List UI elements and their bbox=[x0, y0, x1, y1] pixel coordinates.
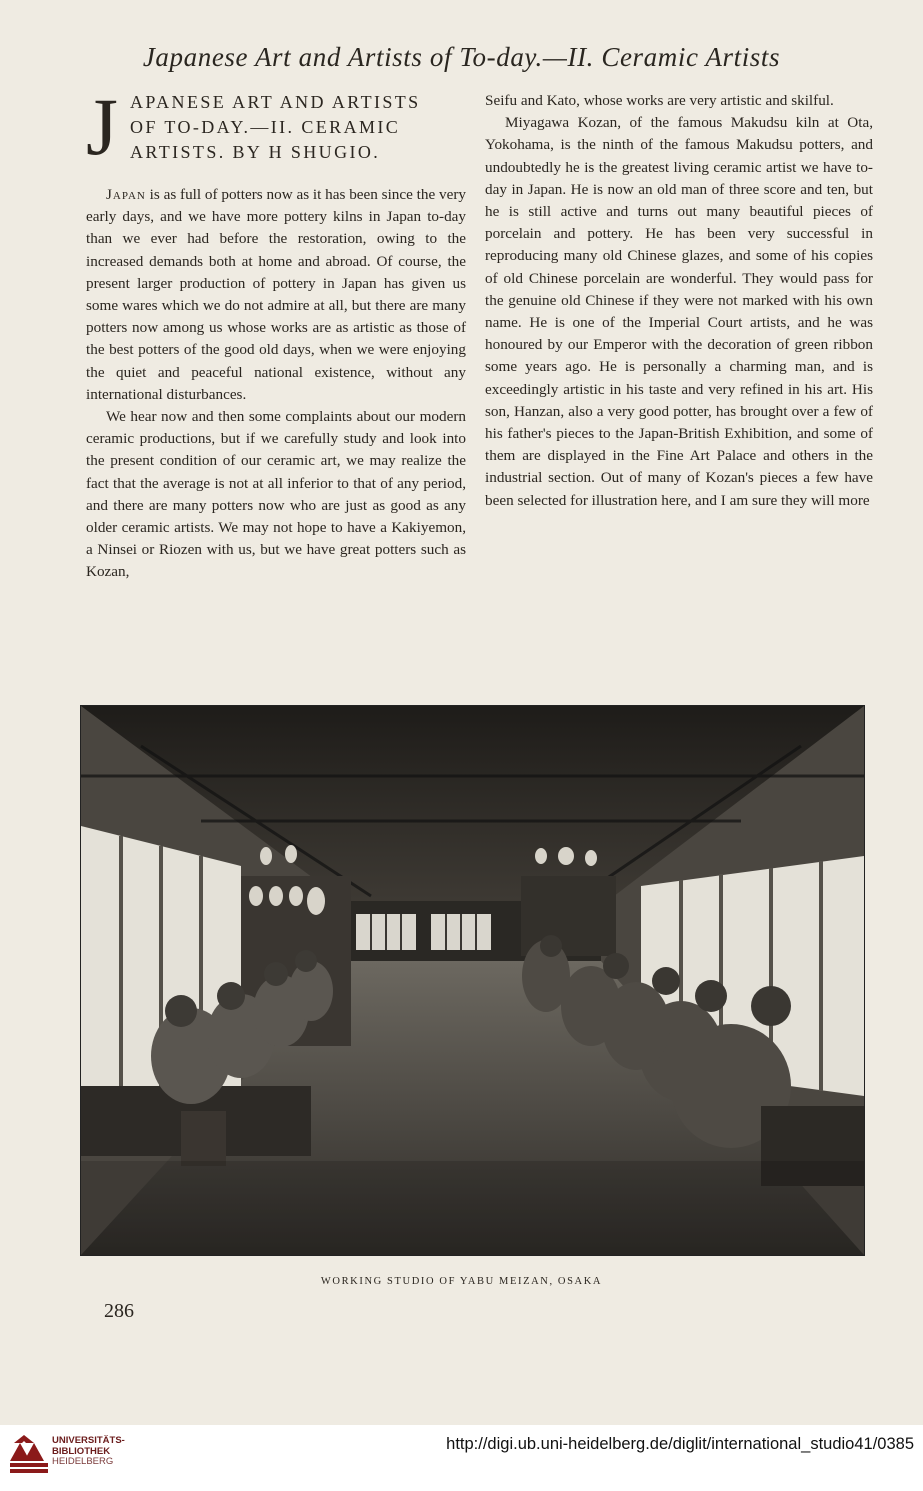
left-column bbox=[86, 81, 466, 584]
paragraph-text: is as full of potters now as it has been since the very early days, and we have more pottery kilns in Japan to-day than we ever had before the restoration, owing to the increased demands both at home and abroad. Of course, the present larger production of pottery in Japan has given us some wares which we do not admire at all, but there are many potters now among us whose works are as artistic as those of the best potters of the good old days, when we were enjoying the quiet and peaceful national existence, without any international disturbances. bbox=[86, 186, 466, 403]
library-name bbox=[52, 1436, 125, 1468]
paragraph: Miyagawa Kozan, of the famous Makudsu kiln at Ota, Yokohama, is the ninth of the famous Makudsu potters, and undoubtedly he is the greatest living ceramic artist we have to-day in Japan. He is now an old man of three score and ten, but he is still active and turns out many beautiful pieces of porcelain and pottery. He has been very successful in reproducing many old Chinese glazes, and some of his copies of old Chinese porcelain are wonderful. They would pass for the genuine old Chinese if they were not marked with his own name. He is one of the Imperial Court artists, and he was honoured by our Emperor with the decoration of green ribbon some years ago. He is personally a charming man, and is exceedingly artistic in his taste and very refined in his art. His son, Hanzan, also a very good potter, has brought over a few of his father's pieces to the Japan-British Exhibition, and some of them are displayed in the Fine Art Palace and others in the industrial section. Out of many of Kozan's pieces a few have been selected for illustration here, and I am sure they will more bbox=[485, 114, 873, 509]
studio-photograph bbox=[80, 705, 865, 1256]
page-number: 286 bbox=[104, 1300, 134, 1322]
library-name-line-2: BIBLIOTHEK bbox=[52, 1445, 111, 1457]
library-name-line-1: UNIVERSITÄTS- bbox=[52, 1435, 125, 1446]
article-title bbox=[86, 81, 466, 182]
title-line-1: APANESE ART AND ARTISTS bbox=[130, 92, 421, 112]
title-line-2: OF TO-DAY.—II. CERAMIC bbox=[130, 117, 401, 137]
running-head: Japanese Art and Artists of To-day.—II. Ceramic Artists bbox=[142, 42, 781, 72]
title-text bbox=[130, 90, 466, 165]
paragraph: We hear now and then some complaints about our modern ceramic productions, but if we carefully study and look into the present condition of our ceramic art, we may realize the fact that the average is not at all inferior to that of any period, and there are many potters now who are just as good as any older ceramic artists. We may not hope to have a Kakiyemon, a Ninsei or Riozen with us, but we have great potters such as Kozan, bbox=[86, 408, 466, 581]
permalink-url[interactable]: http://digi.ub.uni-heidelberg.de/diglit/international_studio41/0385 bbox=[446, 1435, 914, 1453]
library-name-line-3: HEIDELBERG bbox=[52, 1456, 114, 1467]
viewer-footer bbox=[0, 1425, 923, 1491]
right-column bbox=[485, 90, 873, 512]
figure-caption: WORKING STUDIO OF YABU MEIZAN, OSAKA bbox=[320, 1276, 603, 1287]
paragraph: Seifu and Kato, whose works are very artistic and skilful. bbox=[485, 92, 834, 109]
drop-cap: J bbox=[86, 81, 118, 172]
title-line-3: ARTISTS. BY H SHUGIO. bbox=[130, 142, 381, 162]
paragraph-lead: Japan bbox=[106, 186, 146, 203]
paragraph bbox=[86, 184, 466, 406]
photo-illustration bbox=[81, 706, 864, 1255]
